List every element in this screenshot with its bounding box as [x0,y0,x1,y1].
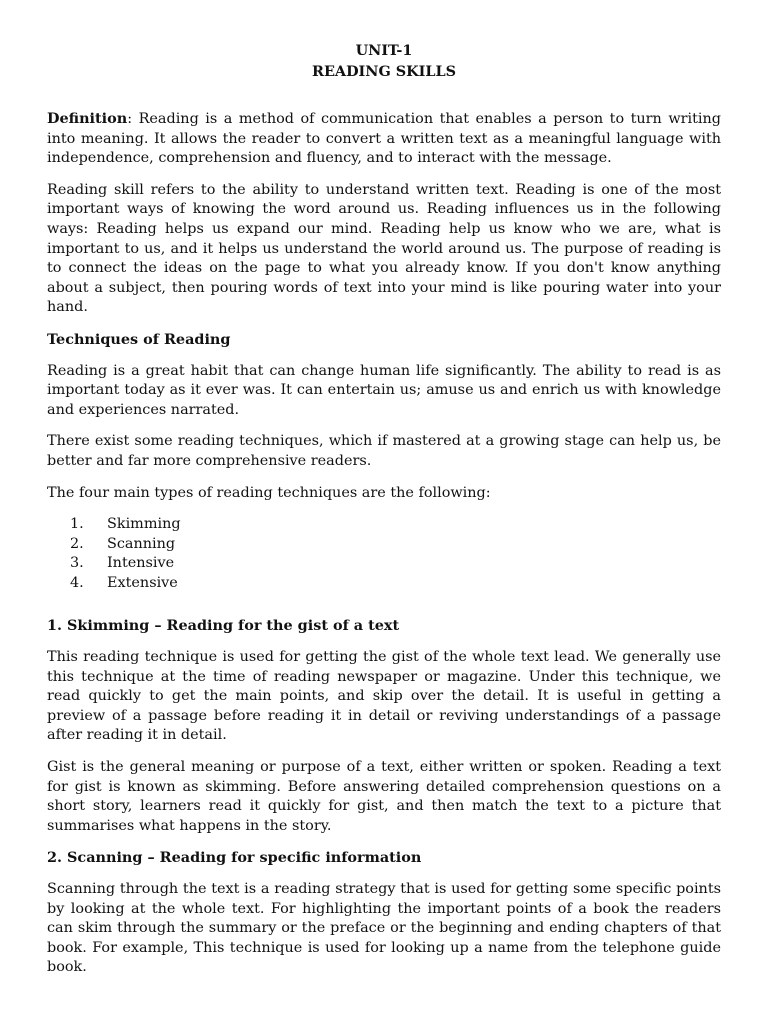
list-number: 2. [70,535,84,552]
skimming-paragraph-1: This reading technique is used for getting the gist of the whole text lead. We generally use this technique at the time of reading newspaper or magazine. Under this technique, we read quickly to get the main points, and skip over the detail. It is useful in getting a preview of a passage before reading it in detail or reviving understandings of a passage after reading it in detail. [47,649,721,744]
list-item [47,554,721,574]
definition-paragraph [47,109,721,169]
scanning-paragraph-1: Scanning through the text is a reading strategy that is used for getting some specific points by looking at the whole text. For highlighting the important points of a book the readers can skim through the summary or the preface or the beginning and ending chapters of that book. For example, This technique is used for looking up a name from the telephone guide book. [47,881,721,976]
reading-skill-paragraph: Reading skill refers to the ability to understand written text. Reading is one of the most important ways of knowing the word around us. Reading influences us in the following ways: Reading helps us expand our mind. Reading help us know who we are, what is important to us, and it helps us understand the world around us. The purpose of reading is to connect the ideas on the page to what you already know. If you don't know anything about a subject, then pouring words of text into your mind is like pouring water into your hand. [47,181,721,316]
list-number: 4. [70,574,84,591]
techniques-paragraph-1: Reading is a great habit that can change human life significantly. The ability to read is as important today as it ever was. It can entertain us; amuse us and enrich us with knowledge and experiences narrated. [47,362,721,418]
list-number: 1. [70,516,84,533]
list-item [47,574,721,594]
list-label: Intensive [107,555,175,572]
page-title: READING SKILLS [311,63,457,80]
scanning-heading: 2. Scanning – Reading for specific information [47,849,422,867]
skimming-paragraph-2: Gist is the general meaning or purpose of a text, either written or spoken. Reading a text for gist is known as skimming. Before answering detailed comprehension questions on a short story, learners read it quickly for gist, and then match the text to a picture that summarises what happens in the story. [47,759,721,834]
skimming-heading: 1. Skimming – Reading for the gist of a text [47,617,400,635]
techniques-heading: Techniques of Reading [47,330,231,348]
unit-number: UNIT-1 [355,42,413,59]
techniques-paragraph-2: There exist some reading techniques, which if mastered at a growing stage can help us, be better and far more comprehensive readers. [47,433,721,469]
definition-term: Definition [47,110,128,127]
list-label: Extensive [107,574,178,591]
list-item [47,515,721,535]
document-page [47,40,721,978]
definition-text: : Reading is a method of communication that enables a person to turn writing into meaning. It allows the reader to convert a written text as a meaningful language with independence, comprehension and fluency, and to interact with the message. [47,111,721,167]
list-label: Skimming [107,516,181,533]
techniques-paragraph-3: The four main types of reading techniques are the following: [47,484,491,501]
list-item [47,535,721,555]
techniques-list [47,515,721,593]
list-label: Scanning [107,535,176,552]
list-number: 3. [70,555,84,572]
